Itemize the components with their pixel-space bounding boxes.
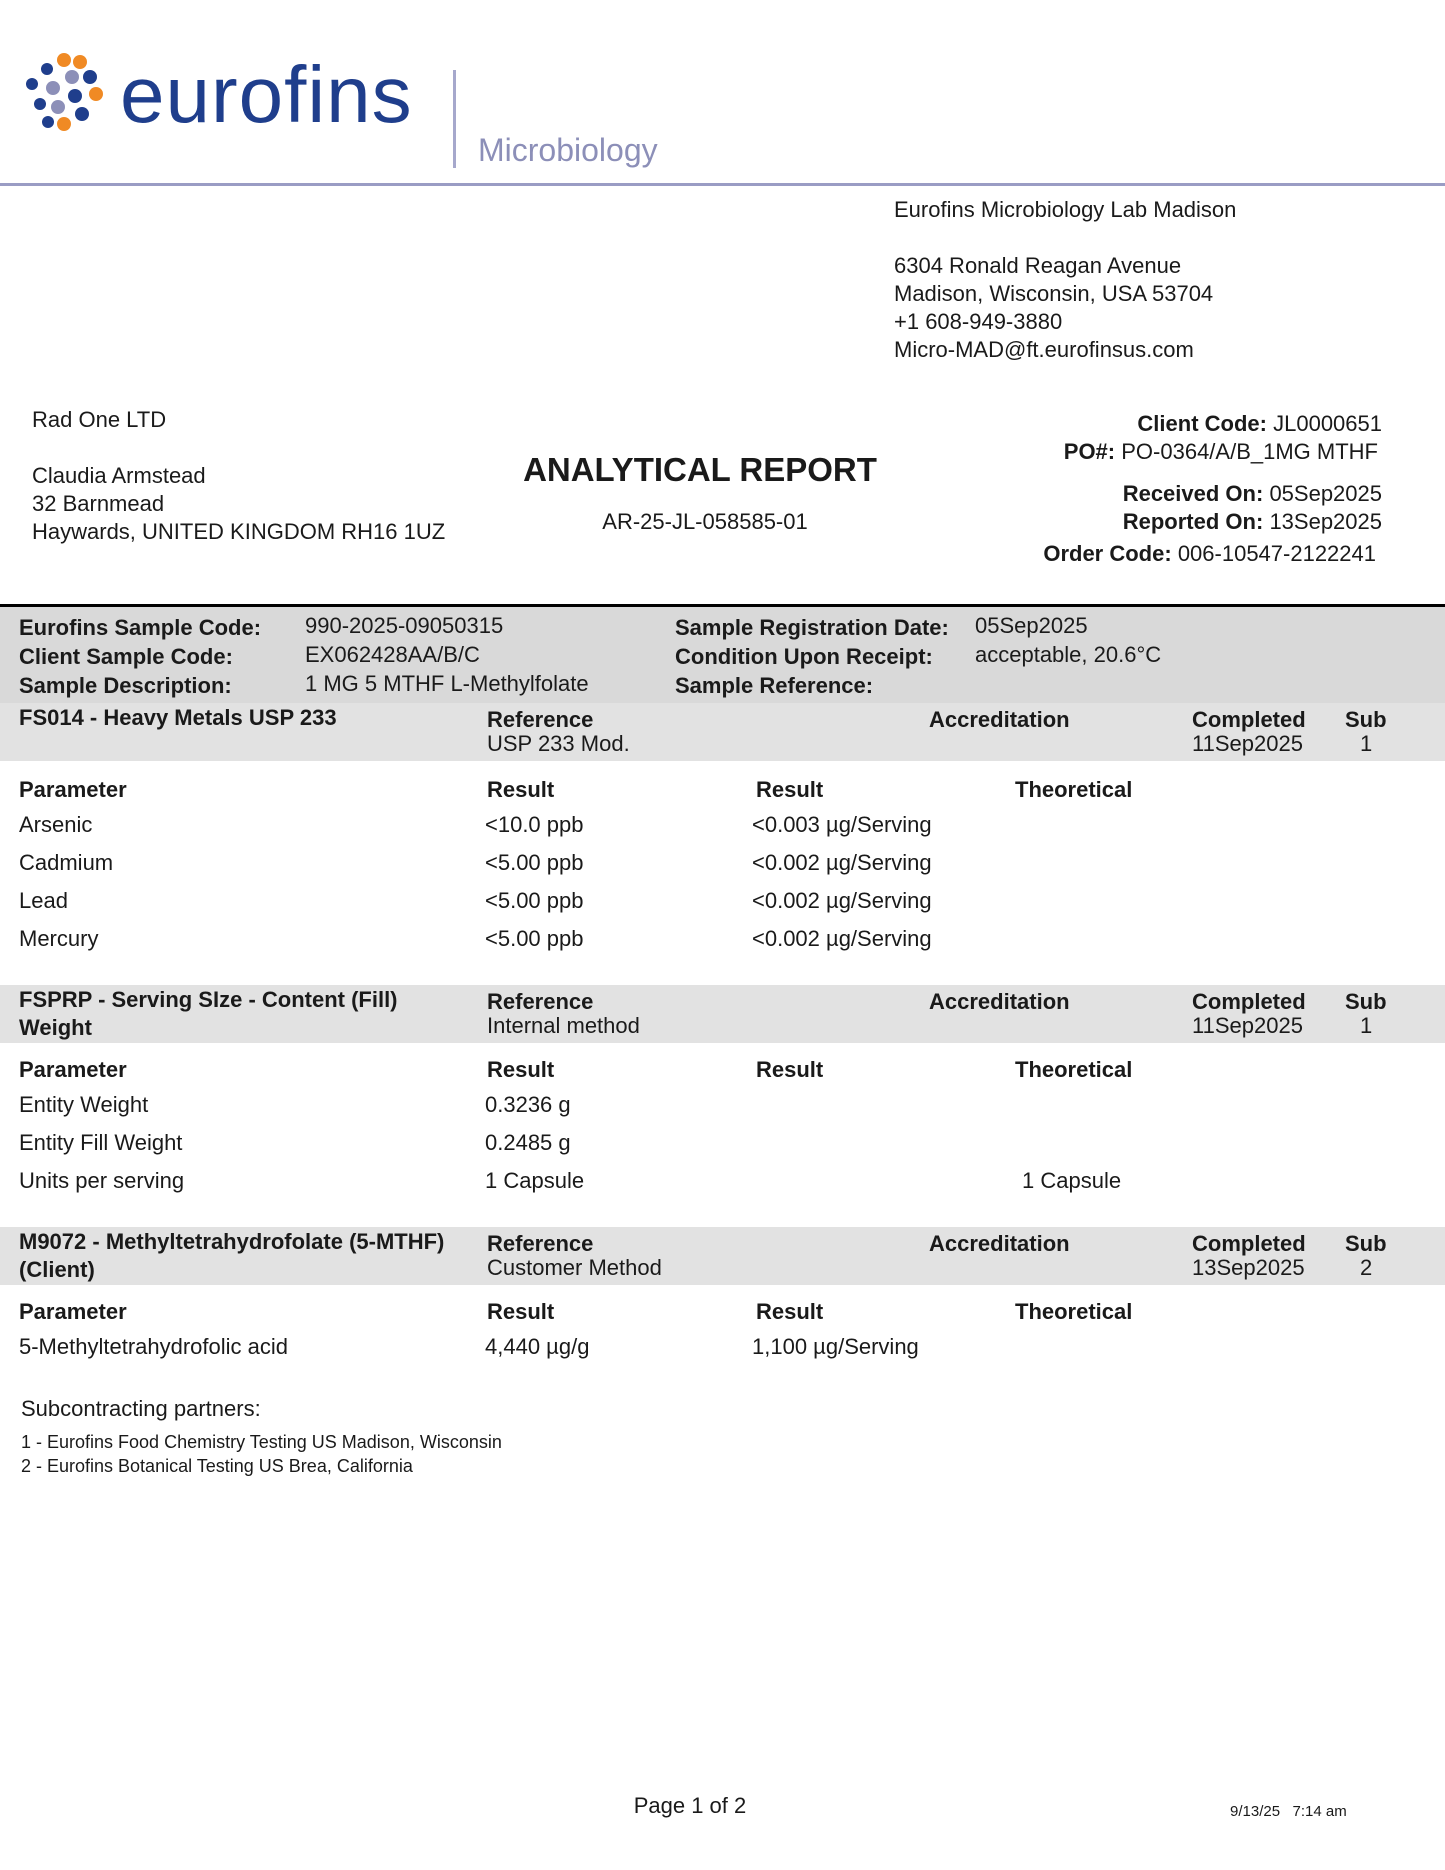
lab-email: Micro-MAD@ft.eurofinsus.com	[894, 337, 1194, 362]
client-sample-code: EX062428AA/B/C	[305, 642, 480, 667]
completed-date: 11Sep2025	[1192, 1013, 1303, 1038]
accreditation-label: Accreditation	[929, 989, 1070, 1014]
client-code: JL0000651	[1273, 411, 1382, 436]
client-company: Rad One LTD	[32, 407, 167, 432]
client-street: 32 Barnmead	[32, 491, 165, 516]
print-timestamp: 9/13/25 7:14 am	[1230, 1803, 1347, 1820]
client-address	[32, 406, 445, 546]
sub-value: 2	[1360, 1255, 1373, 1280]
completed-date: 13Sep2025	[1192, 1255, 1305, 1280]
sample-info-bar	[0, 604, 1445, 707]
result-header: Result	[487, 777, 555, 802]
result-per-serving: <0.002 µg/Serving	[752, 850, 932, 875]
section-title-continued: (Client)	[19, 1257, 95, 1282]
eurofins-dots-icon	[20, 52, 110, 137]
parameter-name: Mercury	[19, 926, 99, 951]
parameter-header: Parameter	[19, 1299, 127, 1324]
registration-date: 05Sep2025	[975, 613, 1088, 638]
column-header-row	[0, 775, 1445, 813]
condition-label: Condition Upon Receipt:	[675, 644, 933, 669]
parameter-name: 5-Methyltetrahydrofolic acid	[19, 1334, 289, 1359]
result-per-serving: <0.003 µg/Serving	[752, 812, 932, 837]
parameter-name: Units per serving	[19, 1168, 185, 1193]
table-row	[0, 848, 1445, 886]
result-header: Result	[487, 1057, 555, 1082]
condition-value: acceptable, 20.6°C	[975, 642, 1162, 667]
accreditation-label: Accreditation	[929, 1231, 1070, 1256]
reported-label: Reported On:	[1122, 509, 1264, 534]
logo	[20, 52, 420, 142]
parameter-name: Cadmium	[19, 850, 114, 875]
result-value: <5.00 ppb	[485, 888, 584, 913]
parameter-header: Parameter	[19, 777, 127, 802]
section-title: FS014 - Heavy Metals USP 233	[19, 705, 337, 730]
section-header	[0, 703, 1445, 761]
reference-value: Customer Method	[487, 1255, 662, 1280]
table-row	[0, 924, 1445, 962]
reference-value: USP 233 Mod.	[487, 731, 630, 756]
sample-reference-label: Sample Reference:	[675, 673, 874, 698]
section-header	[0, 985, 1445, 1043]
result-header: Result	[756, 777, 824, 802]
lab-street: 6304 Ronald Reagan Avenue	[894, 253, 1182, 278]
accreditation-label: Accreditation	[929, 707, 1070, 732]
subcontracting-list	[21, 1430, 502, 1478]
reported-date: 13Sep2025	[1269, 509, 1382, 534]
lab-name: Eurofins Microbiology Lab Madison	[894, 197, 1237, 222]
lab-city: Madison, Wisconsin, USA 53704	[894, 281, 1214, 306]
table-row	[0, 1166, 1445, 1204]
reference-label: Reference	[487, 707, 594, 732]
result-per-serving: <0.002 µg/Serving	[752, 888, 932, 913]
received-date: 05Sep2025	[1269, 481, 1382, 506]
sub-label: Sub	[1345, 707, 1387, 732]
eurofins-sample-code-label: Eurofins Sample Code:	[19, 615, 262, 640]
reference-value: Internal method	[487, 1013, 640, 1038]
order-code: 006-10547-2122241	[1177, 541, 1376, 566]
result-header: Result	[756, 1057, 824, 1082]
completed-label: Completed	[1192, 989, 1306, 1014]
result-value: 0.2485 g	[485, 1130, 571, 1155]
result-per-serving: <0.002 µg/Serving	[752, 926, 932, 951]
completed-label: Completed	[1192, 1231, 1306, 1256]
eurofins-sample-code: 990-2025-09050315	[305, 613, 504, 638]
client-code-label: Client Code:	[1137, 411, 1267, 436]
report-title: ANALYTICAL REPORT	[523, 451, 877, 488]
client-sample-code-label: Client Sample Code:	[19, 644, 233, 669]
lab-phone: +1 608-949-3880	[894, 309, 1063, 334]
page-number: Page 1 of 2	[633, 1793, 747, 1818]
table-row	[0, 810, 1445, 848]
result-per-serving: 1,100 µg/Serving	[752, 1334, 919, 1359]
po-label: PO#:	[1063, 439, 1116, 464]
sub-label: Sub	[1345, 989, 1387, 1014]
result-header: Result	[487, 1299, 555, 1324]
header-divider	[453, 70, 456, 168]
theoretical-header: Theoretical	[1015, 1057, 1133, 1082]
result-value: <10.0 ppb	[485, 812, 584, 837]
parameter-name: Arsenic	[19, 812, 93, 837]
theoretical-value: 1 Capsule	[1022, 1168, 1122, 1193]
parameter-name: Entity Weight	[19, 1092, 149, 1117]
report-number: AR-25-JL-058585-01	[602, 509, 808, 534]
parameter-name: Lead	[19, 888, 68, 913]
result-value: <5.00 ppb	[485, 850, 584, 875]
client-city: Haywards, UNITED KINGDOM RH16 1UZ	[32, 519, 446, 544]
column-header-row	[0, 1055, 1445, 1093]
lab-address	[894, 196, 1236, 364]
result-value: <5.00 ppb	[485, 926, 584, 951]
column-header-row	[0, 1297, 1445, 1335]
list-item: 2 - Eurofins Botanical Testing US Brea, California	[21, 1456, 413, 1476]
theoretical-header: Theoretical	[1015, 1299, 1133, 1324]
parameter-name: Entity Fill Weight	[19, 1130, 183, 1155]
table-row	[0, 1332, 1445, 1370]
theoretical-header: Theoretical	[1015, 777, 1133, 802]
table-row	[0, 1090, 1445, 1128]
completed-label: Completed	[1192, 707, 1306, 732]
sub-value: 1	[1360, 1013, 1373, 1038]
order-info	[960, 410, 1382, 568]
table-row	[0, 886, 1445, 924]
list-item: 1 - Eurofins Food Chemistry Testing US Madison, Wisconsin	[21, 1432, 502, 1452]
table-row	[0, 1128, 1445, 1166]
registration-date-label: Sample Registration Date:	[675, 615, 949, 640]
sample-description: 1 MG 5 MTHF L-Methylfolate	[305, 671, 589, 696]
completed-date: 11Sep2025	[1192, 731, 1303, 756]
result-header: Result	[756, 1299, 824, 1324]
sub-value: 1	[1360, 731, 1373, 756]
logo-wordmark: eurofins	[120, 50, 413, 139]
result-value: 4,440 µg/g	[485, 1334, 590, 1359]
sub-label: Sub	[1345, 1231, 1387, 1256]
po-number: PO-0364/A/B_1MG MTHF	[1121, 439, 1378, 464]
division-name: Microbiology	[478, 132, 658, 168]
sample-description-label: Sample Description:	[19, 673, 232, 698]
section-title: M9072 - Methyltetrahydrofolate (5-MTHF)	[19, 1229, 445, 1254]
section-header	[0, 1227, 1445, 1285]
section-title-continued: Weight	[19, 1015, 92, 1040]
subcontracting-title: Subcontracting partners:	[21, 1396, 261, 1421]
client-contact: Claudia Armstead	[32, 463, 206, 488]
header-rule	[0, 183, 1445, 186]
result-value: 1 Capsule	[485, 1168, 585, 1193]
result-value: 0.3236 g	[485, 1092, 571, 1117]
reference-label: Reference	[487, 1231, 594, 1256]
section-title: FSPRP - Serving SIze - Content (Fill)	[19, 987, 398, 1012]
received-label: Received On:	[1122, 481, 1264, 506]
parameter-header: Parameter	[19, 1057, 127, 1082]
reference-label: Reference	[487, 989, 594, 1014]
order-code-label: Order Code:	[1043, 541, 1172, 566]
